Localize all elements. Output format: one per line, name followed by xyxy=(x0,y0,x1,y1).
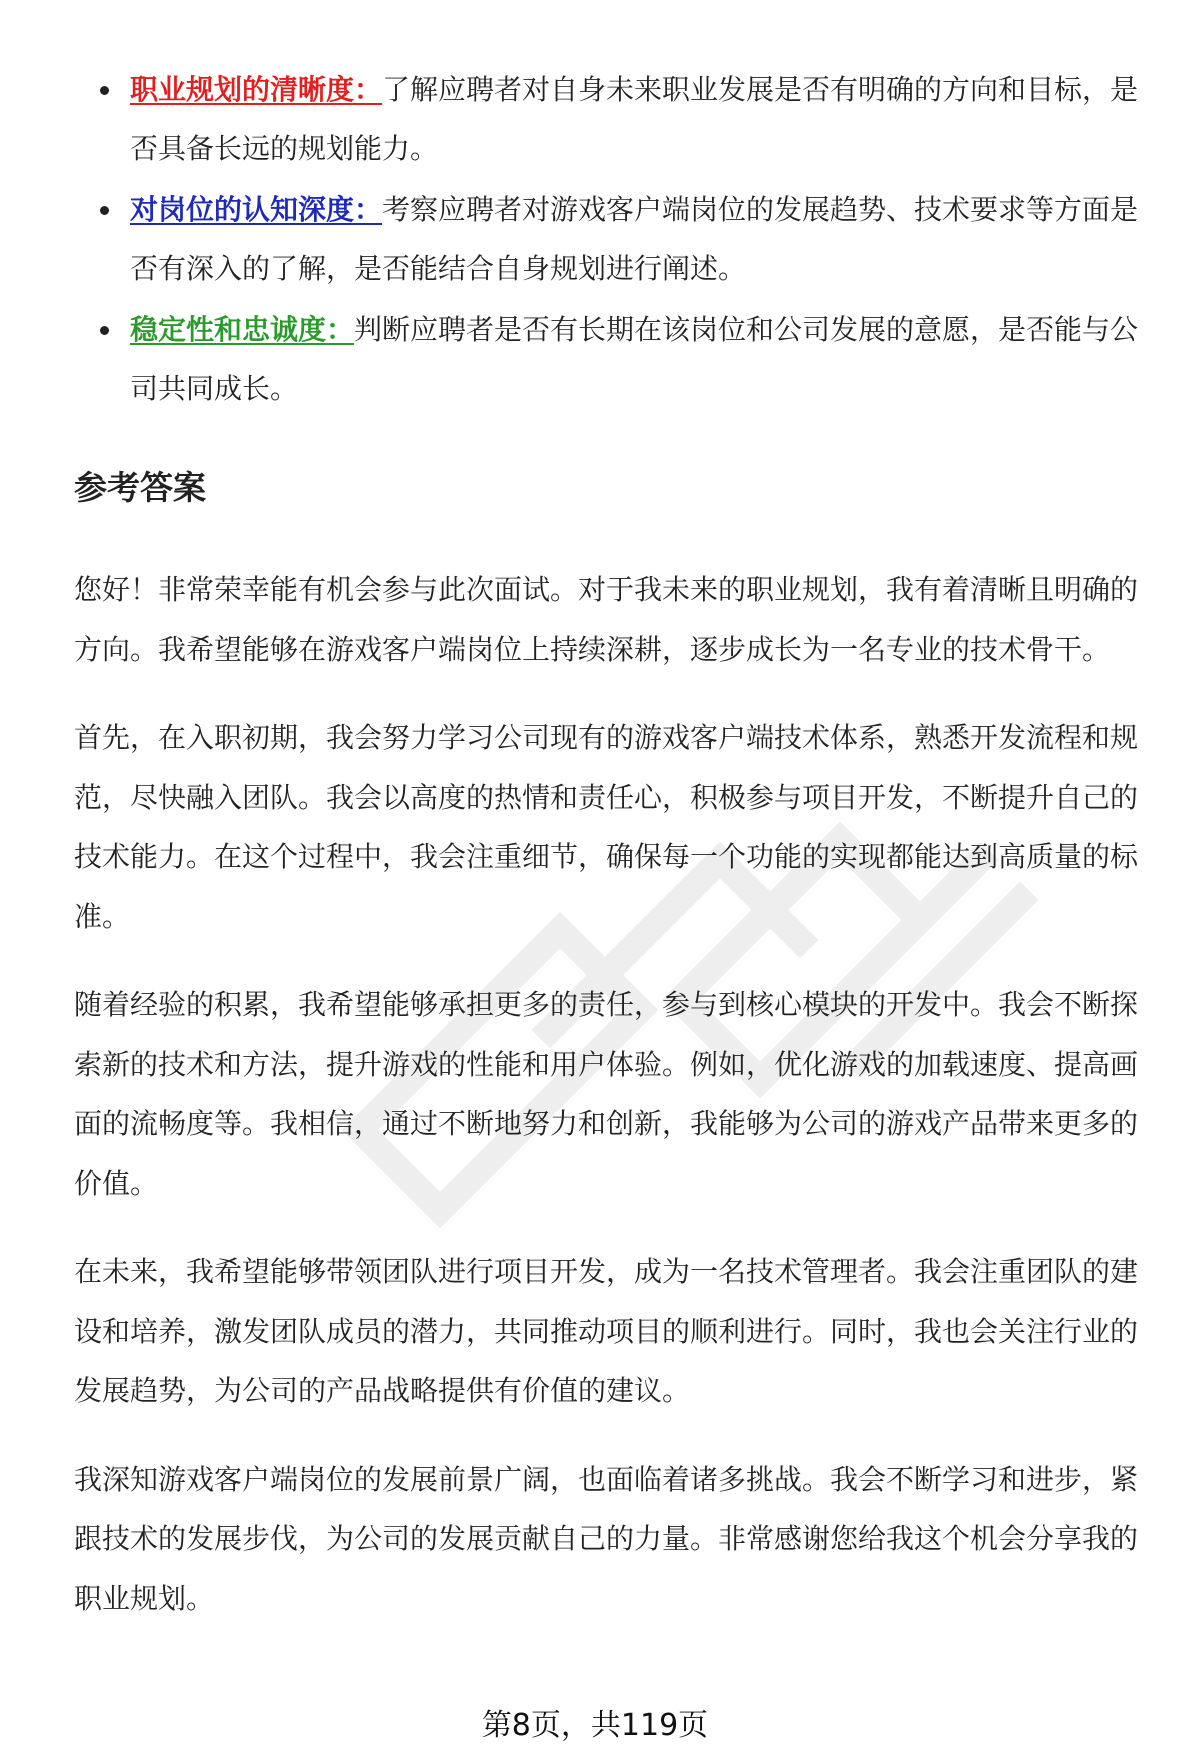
evaluation-criteria-list xyxy=(100,60,1160,420)
criterion-item-career-clarity xyxy=(100,60,1160,178)
reference-answer xyxy=(74,560,1164,1657)
answer-paragraph: 随着经验的积累，我希望能够承担更多的责任，参与到核心模块的开发中。我会不断探索新的技术和方法，提升游戏的性能和用户体验。例如，优化游戏的加载速度、提高画面的流畅度等。我相信，通过不断地努力和创新，我能够为公司的游戏产品带来更多的价值。 xyxy=(74,988,1139,1200)
criterion-text: 了解应聘者对自身未来职业发展是否有明确的方向和目标，是否具备长远的规划能力。 xyxy=(130,73,1139,165)
criterion-item-stability-loyalty xyxy=(100,300,1160,418)
section-title: 参考答案 xyxy=(74,468,206,507)
bullet-dot-icon xyxy=(100,86,109,95)
bullet-dot-icon xyxy=(100,206,109,215)
answer-paragraph: 我深知游戏客户端岗位的发展前景广阔，也面临着诸多挑战。我会不断学习和进步，紧跟技术的发展步伐，为公司的发展贡献自己的力量。非常感谢您给我这个机会分享我的职业规划。 xyxy=(74,1462,1139,1615)
criterion-term: 对岗位的认知深度： xyxy=(130,193,383,226)
page-number-footer: 第8页，共119页 xyxy=(481,1708,709,1743)
bullet-dot-icon xyxy=(100,326,109,335)
criterion-text: 判断应聘者是否有长期在该岗位和公司发展的意愿，是否能与公司共同成长。 xyxy=(130,313,1139,405)
criterion-item-role-understanding xyxy=(100,180,1160,298)
answer-paragraph: 您好！非常荣幸能有机会参与此次面试。对于我未来的职业规划，我有着清晰且明确的方向。我希望能够在游戏客户端岗位上持续深耕，逐步成长为一名专业的技术骨干。 xyxy=(74,573,1139,666)
criterion-term: 职业规划的清晰度： xyxy=(130,73,383,106)
criterion-term: 稳定性和忠诚度： xyxy=(130,313,355,346)
answer-paragraph: 在未来，我希望能够带领团队进行项目开发，成为一名技术管理者。我会注重团队的建设和培养，激发团队成员的潜力，共同推动项目的顺利进行。同时，我也会关注行业的发展趋势，为公司的产品战略提供有价值的建议。 xyxy=(74,1255,1139,1407)
answer-paragraph: 首先，在入职初期，我会努力学习公司现有的游戏客户端技术体系，熟悉开发流程和规范，尽快融入团队。我会以高度的热情和责任心，积极参与项目开发，不断提升自己的技术能力。在这个过程中，我会注重细节，确保每一个功能的实现都能达到高质量的标准。 xyxy=(74,721,1139,933)
criterion-text: 考察应聘者对游戏客户端岗位的发展趋势、技术要求等方面是否有深入的了解，是否能结合自身规划进行阐述。 xyxy=(130,193,1139,285)
